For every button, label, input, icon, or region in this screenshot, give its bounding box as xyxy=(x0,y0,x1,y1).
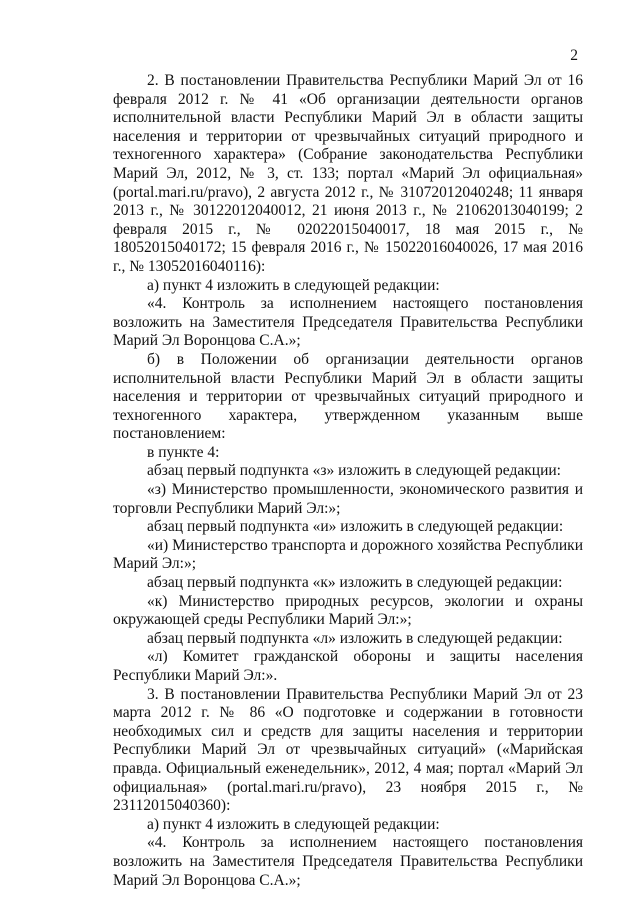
quote-i: «и) Министерство транспорта и дорожного хозяйства Республики Марий Эл:»; xyxy=(113,536,583,573)
instruction-l: абзац первый подпункта «л» изложить в следующей редакции: xyxy=(147,629,563,647)
quote-k: «к) Министерство природных ресурсов, экологии и охраны окружающей среды Республики Марий Эл:»; xyxy=(113,592,583,629)
page-number: 2 xyxy=(570,47,578,64)
paragraph-item-2: 2. В постановлении Правительства Республики Марий Эл от 16 февраля 2012 г. № 41 «Об организации деятельности органов исполнительной власти Республики Марий Эл в области защиты населения и территории от чрезвычайных ситуаций природного и техногенного характера» (Собрание законодательства Республики Марий Эл, 2012, № 3, ст. 133; портал «Марий Эл официальная» (portal.mari.ru/pravo), 2 августа 2012 г., № 31072012040248; 11 января 2013 г., № 30122012040012, 21 июня 2013 г., № 21062013040199; 2 февраля 2015 г., № 02022015040017, 18 мая 2015 г., № 18052015040172; 15 февраля 2016 г., № 15022016040026, 17 мая 2016 г., № 13052016040116): xyxy=(113,72,583,275)
quote-point-4: «4. Контроль за исполнением настоящего постановления возложить на Заместителя Председателя Правительства Республики Марий Эл Воронцова С.А.»; xyxy=(113,295,583,350)
instruction-k: абзац первый подпункта «к» изложить в следующей редакции: xyxy=(147,574,563,592)
subitem-b: б) в Положении об организации деятельности органов исполнительной власти Республики Марий Эл в области защиты населения и территории от чрезвычайных ситуаций природного и техногенного характера, утвержденном указанным выше постановлением: xyxy=(113,350,583,443)
subitem-a-2: а) пункт 4 изложить в следующей редакции: xyxy=(147,815,440,833)
subitem-a: а) пункт 4 изложить в следующей редакции: xyxy=(147,276,440,294)
quote-l: «л) Комитет гражданской обороны и защиты населения Республики Марий Эл:». xyxy=(113,648,583,684)
paragraph-item-3: 3. В постановлении Правительства Республики Марий Эл от 23 марта 2012 г. № 86 «О подготовке и содержании в готовности необходимых сил и средств для защиты населения и территории Республики Марий Эл от чрезвычайных ситуаций» («Марийская правда. Официальный еженедельник», 2012, 4 мая; портал «Марий Эл официальная» (portal.mari.ru/pravo), 23 ноября 2015 г., № 23112015040360): xyxy=(113,685,583,815)
instruction-i: абзац первый подпункта «и» изложить в следующей редакции: xyxy=(147,518,564,536)
document-body xyxy=(113,72,583,890)
in-point-4: в пункте 4: xyxy=(147,443,220,461)
instruction-z: абзац первый подпункта «з» изложить в следующей редакции: xyxy=(147,462,561,480)
quote-z: «з) Министерство промышленности, экономического развития и торговли Республики Марий Эл:»; xyxy=(113,481,583,517)
quote-point-4-2: «4. Контроль за исполнением настоящего постановления возложить на Заместителя Председателя Правительства Республики Марий Эл Воронцова С.А.»; xyxy=(113,834,583,889)
